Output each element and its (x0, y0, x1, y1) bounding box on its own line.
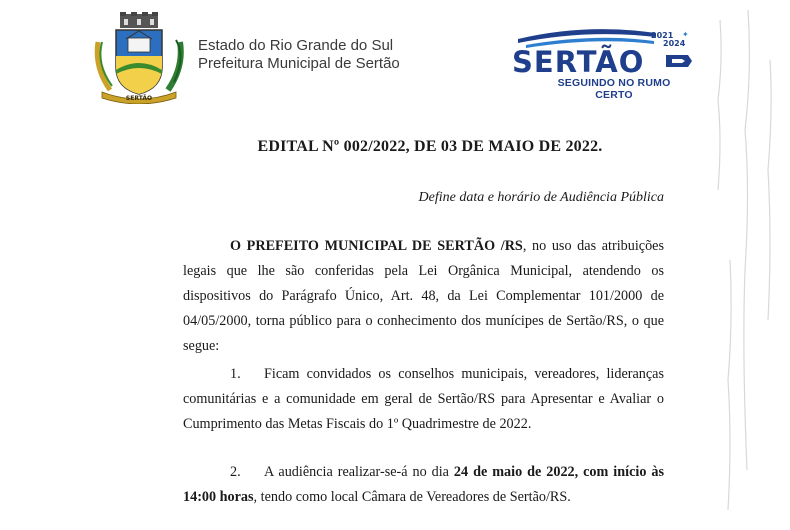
item-2-number: 2. (230, 464, 241, 480)
document-subtitle: Define data e horário de Audiência Pública (418, 190, 664, 205)
item-2-text-b: , tendo como local Câmara de Vereadores de Sertão/RS. (253, 489, 571, 505)
logo-years-end: 2024 (663, 39, 686, 48)
item-1 (183, 362, 664, 437)
item-2-text-a: A audiência realizar-se-á no dia (264, 464, 454, 480)
logo-sparkle-icon: ✦ (682, 30, 689, 39)
page-bleed-through (700, 0, 790, 530)
logo-name: SERTÃO (512, 45, 645, 79)
item-2 (183, 460, 664, 510)
header-block (198, 37, 400, 73)
item-1-number: 1. (230, 366, 241, 382)
item-1-text: Ficam convidados os conselhos municipais, vereadores, lideranças comunitárias e a comunidade em geral de Sertão/RS para Apresentar e Avaliar o Cumprimento das Metas Fiscais do 1º Quadrimestre de 2022. (183, 366, 664, 432)
item-2-time: 14:00 horas (183, 489, 254, 505)
intro-bold: O PREFEITO MUNICIPAL DE SERTÃO /RS (230, 238, 523, 254)
item-2-date: 24 de maio de 2022, com início às (453, 464, 664, 480)
logo-tagline: SEGUINDO NO RUMO CERTO (557, 77, 671, 101)
municipal-crest-logo (92, 12, 186, 104)
document-title: EDITAL Nº 002/2022, DE 03 DE MAIO DE 2022. (257, 138, 603, 155)
intro-text: , no uso das atribuições legais que lhe são conferidas pela Lei Orgânica Municipal, atendendo os dispositivos do Parágrafo Único, Art. 48, da Lei Complementar 101/2000 de 04/05/2000, torna público para o conhecimento dos munícipes de Sertão/RS, o que segue: (183, 238, 664, 354)
crest-band-text: SERTÃO (125, 95, 153, 102)
logo-years-start: 2021 (651, 31, 674, 40)
intro-paragraph (183, 234, 664, 359)
prefecture-name: Prefeitura Municipal de Sertão (198, 55, 400, 72)
state-name: Estado do Rio Grande do Sul (198, 37, 394, 54)
